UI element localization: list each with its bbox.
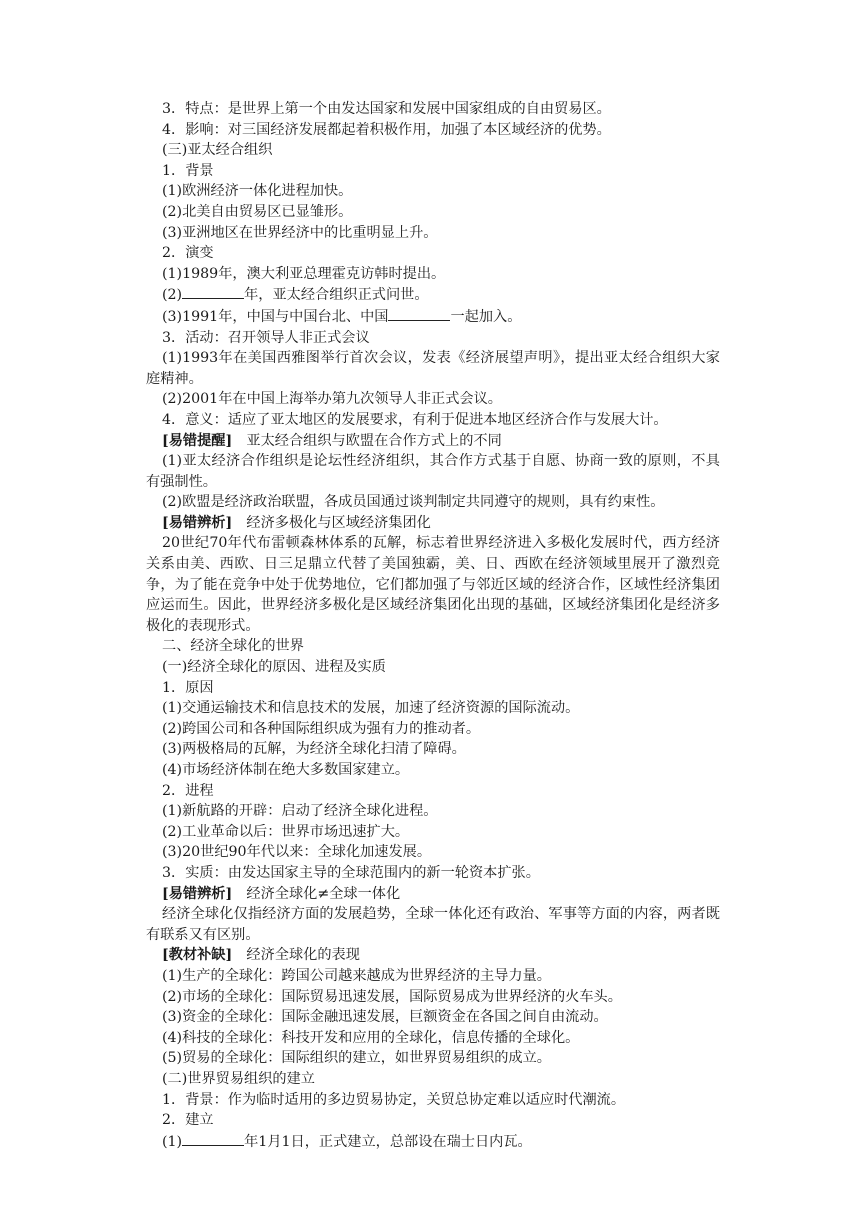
- text-line: 3．活动：召开领导人非正式会议: [162, 329, 370, 346]
- text-line: 2．进程: [162, 782, 214, 799]
- section-heading: (二)世界贸易组织的建立: [162, 1070, 315, 1087]
- section-heading: 二、经济全球化的世界: [162, 638, 304, 655]
- text-line: (3)资金的全球化：国际金融迅速发展，巨额资金在各国之间自由流动。: [162, 1009, 608, 1026]
- text-line: 1．原因: [162, 679, 214, 696]
- blank-prefix: (2): [162, 287, 183, 304]
- text-line: 4．意义：适应了亚太地区的发展要求，有利于促进本地区经济合作与发展大计。: [162, 411, 668, 428]
- tip-tag: [易错提醒]: [162, 432, 233, 449]
- paragraph: 20世纪70年代布雷顿森林体系的瓦解，标志着世界经济进入多极化发展时代，西方经济关系由美、西欧、日三足鼎立代替了美国独霸，美、日、西欧在经济领域里展开了激烈竞争，为了能在竞争中处于优势地位，它们都加强了与邻近区域的经济合作，区域性经济集团应运而生。因此，世界经济多极化是区域经济集团化出现的基础，区域经济集团化是经济多极化的表现形式。: [146, 535, 720, 634]
- text-line: (2)北美自由贸易区已显雏形。: [162, 203, 353, 220]
- paragraph: (1)1993年在美国西雅图举行首次会议，发表《经济展望声明》，提出亚太经合组织大家庭精神。: [146, 350, 720, 387]
- text-line: (2)欧盟是经济政治联盟，各成员国通过谈判制定共同遵守的规则，具有约束性。: [162, 494, 665, 511]
- text-line: (1)新航路的开辟：启动了经济全球化进程。: [162, 803, 438, 820]
- text-line: (2)市场的全球化：国际贸易迅速发展，国际贸易成为世界经济的火车头。: [162, 988, 622, 1005]
- tip-title: 经济多极化与区域经济集团化: [246, 514, 431, 531]
- fill-blank-line: [146, 306, 860, 328]
- paragraph: (1)亚太经济合作组织是论坛性经济组织，其合作方式基于自愿、协商一致的原则，不具有强制性。: [146, 453, 720, 490]
- blank-prefix: (1): [162, 1133, 183, 1150]
- text-line: (3)20世纪90年代以来：全球化加速发展。: [162, 844, 432, 861]
- section-heading: (三)亚太经合组织: [162, 142, 273, 159]
- blank-suffix: 年，亚太经合组织正式问世。: [244, 287, 429, 304]
- blank-prefix: (3)1991年，中国与中国台北、中国: [162, 308, 389, 325]
- answer-blank: [182, 284, 244, 299]
- tip-tag: [易错辨析]: [162, 885, 233, 902]
- text-line: (1)生产的全球化：跨国公司越来越成为世界经济的主导力量。: [162, 967, 551, 984]
- text-line: (1)欧洲经济一体化进程加快。: [162, 183, 353, 200]
- text-line: (4)市场经济体制在绝大多数国家建立。: [162, 762, 410, 778]
- text-line: 4．影响：对三国经济发展都起着积极作用，加强了本区域经济的优势。: [162, 121, 611, 138]
- text-line: 2．演变: [162, 245, 214, 262]
- tip-title: 经济全球化≠全球一体化: [246, 885, 401, 902]
- blank-suffix: 一起加入。: [450, 308, 522, 325]
- tip-heading: [146, 884, 860, 905]
- text-line: (2)2001年在中国上海举办第九次领导人非正式会议。: [162, 391, 502, 408]
- tip-tag: [易错辨析]: [162, 514, 233, 531]
- text-line: 1．背景: [162, 162, 214, 179]
- tip-heading: [146, 513, 860, 534]
- text-line: (1)交通运输技术和信息技术的发展，加速了经济资源的国际流动。: [162, 700, 580, 717]
- tip-tag: [教材补缺]: [162, 947, 233, 964]
- answer-blank: [388, 306, 450, 321]
- text-line: (2)跨国公司和各种国际组织成为强有力的推动者。: [162, 720, 481, 737]
- blank-suffix: 年1月1日，正式建立，总部设在瑞士日内瓦。: [244, 1133, 532, 1150]
- tip-heading: [146, 945, 860, 966]
- fill-blank-line: [146, 1131, 860, 1153]
- tip-title: 亚太经合组织与欧盟在合作方式上的不同: [246, 432, 502, 449]
- text-line: (3)两极格局的瓦解，为经济全球化扫清了障碍。: [162, 741, 466, 758]
- answer-blank: [182, 1131, 244, 1146]
- text-line: (3)亚洲地区在世界经济中的比重明显上升。: [162, 224, 438, 241]
- paragraph: 经济全球化仅指经济方面的发展趋势，全球一体化还有政治、军事等方面的内容，两者既有联系又有区别。: [146, 906, 720, 943]
- text-line: (2)工业革命以后：世界市场迅速扩大。: [162, 823, 410, 840]
- section-heading: (一)经济全球化的原因、进程及实质: [162, 659, 386, 676]
- text-line: 1．背景：作为临时适用的多边贸易协定，关贸总协定难以适应时代潮流。: [162, 1091, 626, 1108]
- text-line: (5)贸易的全球化：国际组织的建立，如世界贸易组织的成立。: [162, 1050, 551, 1067]
- tip-heading: [146, 431, 860, 452]
- text-line: 3．特点：是世界上第一个由发达国家和发展中国家组成的自由贸易区。: [162, 101, 611, 117]
- fill-blank-line: [146, 284, 860, 306]
- text-line: (4)科技的全球化：科技开发和应用的全球化，信息传播的全球化。: [162, 1029, 580, 1046]
- tip-title: 经济全球化的表现: [246, 947, 360, 964]
- text-line: 2．建立: [162, 1112, 214, 1129]
- text-line: (1)1989年，澳大利亚总理霍克访韩时提出。: [162, 265, 446, 282]
- text-line: 3．实质：由发达国家主导的全球范围内的新一轮资本扩张。: [162, 864, 540, 881]
